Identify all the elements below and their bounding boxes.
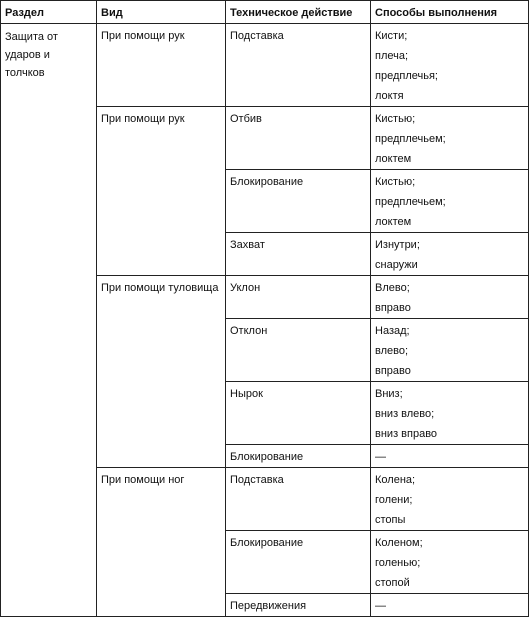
- header-section: Раздел: [1, 1, 97, 24]
- way-item: локтем: [375, 216, 412, 228]
- action-cell: Уклон: [226, 276, 371, 319]
- way-item: —: [375, 600, 386, 612]
- way-item: локтем: [375, 153, 412, 165]
- table-body: [1, 24, 529, 617]
- ways-cell: [371, 531, 529, 594]
- action-cell: Подставка: [226, 24, 371, 107]
- header-ways: Способы выполнения: [371, 1, 529, 24]
- ways-cell: [371, 276, 529, 319]
- action-cell: Подставка: [226, 468, 371, 531]
- ways-cell: [371, 24, 529, 107]
- way-item: снаружи: [375, 259, 418, 271]
- action-cell: Блокирование: [226, 170, 371, 233]
- action-cell: Захват: [226, 233, 371, 276]
- way-item: вправо: [375, 365, 411, 377]
- way-item: вниз вправо: [375, 428, 438, 440]
- way-item: предплечьем;: [375, 196, 446, 208]
- table-row: [1, 24, 529, 107]
- ways-cell: [371, 170, 529, 233]
- ways-cell: [371, 107, 529, 170]
- way-item: Вниз;: [375, 388, 403, 400]
- header-row: [1, 1, 529, 24]
- way-item: —: [375, 451, 386, 463]
- way-item: влево;: [375, 345, 409, 357]
- way-item: Влево;: [375, 282, 410, 294]
- ways-cell: [371, 382, 529, 445]
- way-item: вниз влево;: [375, 408, 435, 420]
- way-item: Колена;: [375, 474, 416, 486]
- way-item: Коленом;: [375, 537, 423, 549]
- ways-cell: [371, 319, 529, 382]
- kind-cell: При помощи ног: [97, 468, 226, 617]
- ways-cell: [371, 445, 529, 468]
- ways-cell: [371, 468, 529, 531]
- header-action: Техническое действие: [226, 1, 371, 24]
- way-item: вправо: [375, 302, 411, 314]
- way-item: стопой: [375, 577, 410, 589]
- kind-cell: При помощи туловища: [97, 276, 226, 468]
- kind-cell: При помощи рук: [97, 24, 226, 107]
- action-cell: Блокирование: [226, 531, 371, 594]
- action-cell: Передвижения: [226, 594, 371, 617]
- way-item: Кистью;: [375, 176, 416, 188]
- kind-cell: При помощи рук: [97, 107, 226, 276]
- way-item: голенью;: [375, 557, 421, 569]
- way-item: голени;: [375, 494, 413, 506]
- way-item: Кистью;: [375, 113, 416, 125]
- way-item: плеча;: [375, 50, 409, 62]
- way-item: стопы: [375, 514, 406, 526]
- action-cell: Блокирование: [226, 445, 371, 468]
- action-cell: Отбив: [226, 107, 371, 170]
- section-cell: Защита от ударов и толчков: [1, 24, 97, 617]
- way-item: Назад;: [375, 325, 410, 337]
- way-item: предплечьем;: [375, 133, 446, 145]
- ways-cell: [371, 233, 529, 276]
- action-cell: Отклон: [226, 319, 371, 382]
- ways-cell: [371, 594, 529, 617]
- way-item: локтя: [375, 90, 404, 102]
- action-cell: Нырок: [226, 382, 371, 445]
- way-item: предплечья;: [375, 70, 438, 82]
- header-kind: Вид: [97, 1, 226, 24]
- way-item: Изнутри;: [375, 239, 420, 251]
- way-item: Кисти;: [375, 30, 408, 42]
